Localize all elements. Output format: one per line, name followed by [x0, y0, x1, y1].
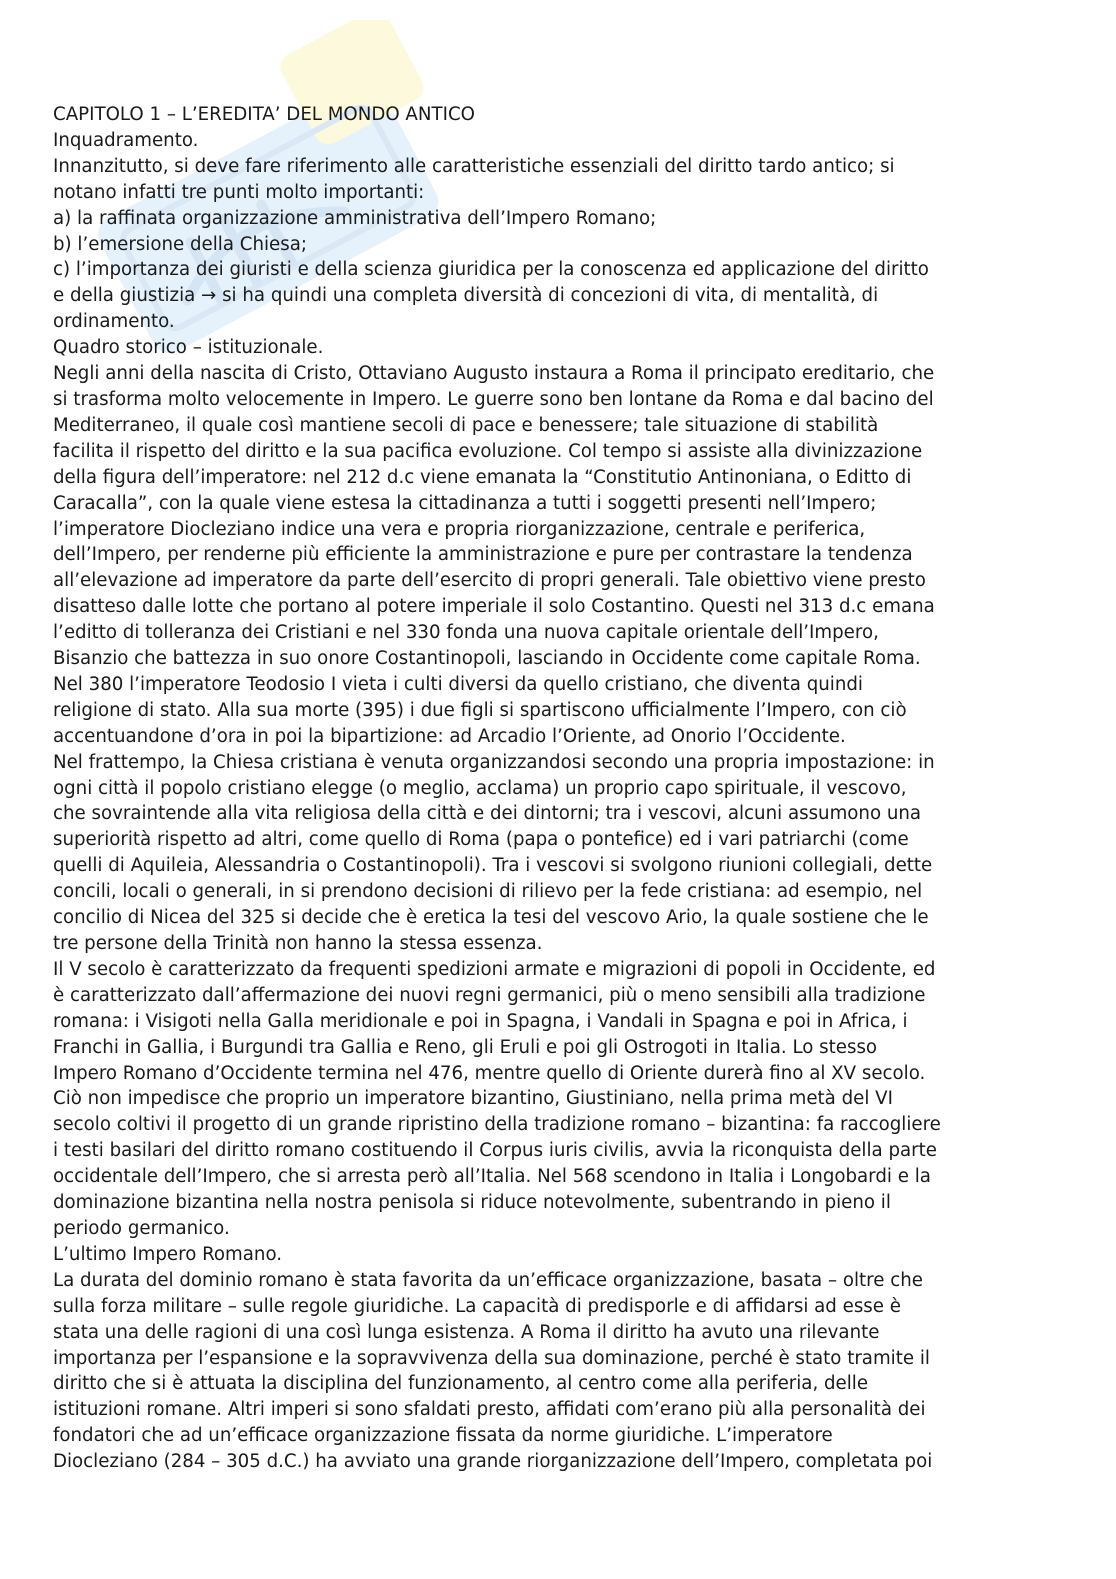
text-line: tre persone della Trinità non hanno la stessa essenza.	[53, 933, 543, 954]
document-body	[53, 102, 1063, 1475]
text-line: a) la raffinata organizzazione amministrativa dell’Impero Romano;	[53, 207, 657, 229]
text-line: quelli di Aquileia, Alessandria o Costantinopoli). Tra i vescovi si svolgono riunioni collegiali, dette	[53, 855, 933, 877]
text-line: accentuandone d’ora in poi la bipartizione: ad Arcadio l’Oriente, ad Onorio l’Occidente.	[53, 725, 846, 747]
text-line: dell’Impero, per renderne più efficiente la amministrazione e pure per contrastare la tendenza	[53, 544, 913, 566]
text-line: e della giustizia → si ha quindi una completa diversità di concezioni di vita, di mentalità, di	[53, 285, 879, 307]
text-line: ogni città il popolo cristiano elegge (o meglio, acclama) un proprio capo spirituale, il vescovo,	[53, 777, 907, 799]
text-line: facilita il rispetto del diritto e la sua pacifica evoluzione. Col tempo si assiste alla divinizzazione	[53, 440, 923, 462]
text-line: Negli anni della nascita di Cristo, Ottaviano Augusto instaura a Roma il principato ereditario, che	[53, 363, 935, 385]
text-line: importanza per l’espansione e la sopravvivenza della sua dominazione, perché è stato tramite il	[53, 1347, 930, 1369]
text-line: periodo germanico.	[53, 1217, 230, 1239]
text-line: è caratterizzato dall’affermazione dei nuovi regni germanici, più o meno sensibili alla tradizione	[53, 984, 926, 1006]
text-line: secolo coltivi il progetto di un grande ripristino della tradizione romano – bizantina: fa raccogliere	[53, 1114, 941, 1136]
text-line: stata una delle ragioni di una così lunga esistenza. A Roma il diritto ha avuto una rilevante	[53, 1321, 880, 1343]
text-line: istituzioni romane. Altri imperi si sono sfaldati presto, affidati com’erano più alla personalità dei	[53, 1399, 926, 1421]
text-line: Franchi in Gallia, i Burgundi tra Gallia e Reno, gli Eruli e poi gli Ostrogoti in Italia. Lo stesso	[53, 1036, 878, 1058]
text-line: Impero Romano d’Occidente termina nel 476, mentre quello di Oriente durerà fino al XV secolo.	[53, 1062, 926, 1084]
text-line: religione di stato. Alla sua morte (395) i due figli si spartiscono ufficialmente l’Impero, con ciò	[53, 699, 907, 721]
text-line: Nel 380 l’imperatore Teodosio I vieta i culti diversi da quello cristiano, che diventa quindi	[53, 673, 863, 695]
text-line: diritto che si è attuata la disciplina del funzionamento, al centro come alla periferia, delle	[53, 1373, 869, 1395]
text-line: Quadro storico – istituzionale.	[53, 337, 324, 359]
text-line: l’imperatore Diocleziano indice una vera e propria riorganizzazione, centrale e periferica,	[53, 518, 866, 540]
text-line: romana: i Visigoti nella Galla meridionale e poi in Spagna, i Vandali in Spagna e poi in Africa, i	[53, 1010, 908, 1032]
text-line: sulla forza militare – sulle regole giuridiche. La capacità di predisporle e di affidarsi ad esse è	[53, 1295, 901, 1317]
text-line: Inquadramento.	[53, 129, 199, 151]
text-line: Diocleziano (284 – 305 d.C.) ha avviato una grande riorganizzazione dell’Impero, completata poi	[53, 1451, 933, 1473]
text-line: i testi basilari del diritto romano costituendo il Corpus iuris civilis, avvia la riconquista della parte	[53, 1140, 937, 1162]
text-line: dominazione bizantina nella nostra penisola si riduce notevolmente, subentrando in pieno il	[53, 1192, 891, 1214]
text-line: all’elevazione ad imperatore da parte dell’esercito di propri generali. Tale obiettivo viene presto	[53, 570, 926, 592]
chapter-title: CAPITOLO 1 – L’EREDITA’ DEL MONDO ANTICO	[53, 104, 475, 125]
text-line: concilio di Nicea del 325 si decide che è eretica la tesi del vescovo Ario, la quale sostiene che le	[53, 907, 929, 929]
text-line: c) l’importanza dei giuristi e della scienza giuridica per la conoscenza ed applicazione del diritto	[53, 259, 929, 281]
text-line: Mediterraneo, il quale così mantiene secoli di pace e benessere; tale situazione di stabilità	[53, 414, 879, 436]
text-line: della figura dell’imperatore: nel 212 d.c viene emanata la “Constitutio Antinoniana, o Editto di	[53, 466, 912, 488]
text-line: concili, locali o generali, in si prendono decisioni di rilievo per la fede cristiana: ad esempio, nel	[53, 881, 923, 903]
text-line: Ciò non impedisce che proprio un imperatore bizantino, Giustiniano, nella prima metà del VI	[53, 1088, 893, 1110]
text-line: Nel frattempo, la Chiesa cristiana è venuta organizzandosi secondo una propria impostazione: in	[53, 751, 935, 773]
text-line: La durata del dominio romano è stata favorita da un’efficace organizzazione, basata – oltre che	[53, 1269, 923, 1291]
text-line: Il V secolo è caratterizzato da frequenti spedizioni armate e migrazioni di popoli in Occidente, ed	[53, 958, 936, 980]
text-line: Caracalla”, con la quale viene estesa la cittadinanza a tutti i soggetti presenti nell’Impero;	[53, 492, 877, 514]
text-line: che sovraintende alla vita religiosa della città e dei dintorni; tra i vescovi, alcuni assumono una	[53, 803, 922, 825]
text-line: disatteso dalle lotte che portano al potere imperiale il solo Costantino. Questi nel 313 d.c emana	[53, 596, 935, 618]
text-line: l’editto di tolleranza dei Cristiani e nel 330 fonda una nuova capitale orientale dell’Impero,	[53, 622, 879, 644]
text-line: L’ultimo Impero Romano.	[53, 1243, 283, 1265]
text-line: Bisanzio che battezza in suo onore Costantinopoli, lasciando in Occidente come capitale Roma.	[53, 648, 921, 670]
text-line: ordinamento.	[53, 311, 175, 333]
text-line: si trasforma molto velocemente in Impero. Le guerre sono ben lontane da Roma e dal bacino del	[53, 388, 934, 410]
text-line: notano infatti tre punti molto importanti:	[53, 181, 425, 203]
text-line: fondatori che ad un’efficace organizzazione fissata da norme giuridiche. L’imperatore	[53, 1425, 833, 1447]
text-line: superiorità rispetto ad altri, come quello di Roma (papa o pontefice) ed i vari patriarchi (come	[53, 829, 909, 851]
text-line: b) l’emersione della Chiesa;	[53, 233, 307, 255]
text-line: Innanzitutto, si deve fare riferimento alle caratteristiche essenziali del diritto tardo antico; si	[53, 155, 895, 177]
text-line: occidentale dell’Impero, che si arresta però all’Italia. Nel 568 scendono in Italia i Longobardi e la	[53, 1166, 931, 1188]
